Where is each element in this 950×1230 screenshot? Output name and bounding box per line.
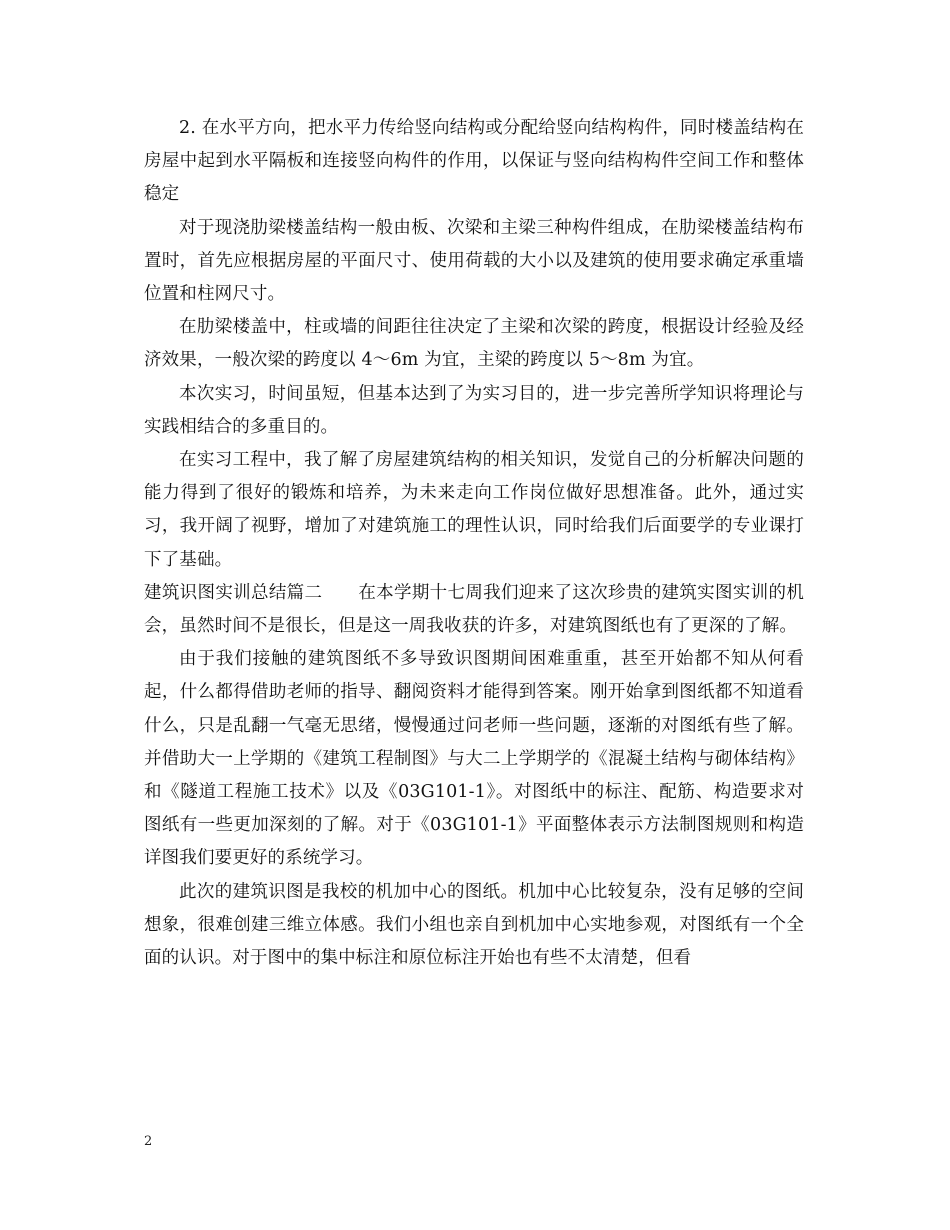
section-two-opening xyxy=(144,577,804,643)
section-heading: 建筑识图实训总结篇二 xyxy=(144,582,323,603)
paragraph-internship-summary: 本次实习，时间虽短，但基本达到了为实习目的，进一步完善所学知识将理论与实践相结合的多重目的。 xyxy=(144,383,804,437)
paragraph-drawing-difficulties: 由于我们接触的建筑图纸不多导致识图期间困难重重，甚至开始都不知从何看起，什么都得借助老师的指导、翻阅资料才能得到答案。刚开始拿到图纸都不知道看什么，只是乱翻一气毫无思绪，慢慢通过问老师一些问题，逐渐的对图纸有些了解。并借助大一上学期的《建筑工程制图》与大二上学期学的《混凝土结构与砌体结构》和《隧道工程施工技术》以及《03G101-1》。对图纸中的标注、配筋、构造要求对图纸有一些更加深刻的了解。对于《03G101-1》平面整体表示方法制图规则和构造详图我们要更好的系统学习。 xyxy=(144,649,804,869)
document-body xyxy=(144,112,804,975)
paragraph-beam-span: 在肋梁楼盖中，柱或墙的间距往往决定了主梁和次梁的跨度，根据设计经验及经济效果，一般次梁的跨度以 4～6m 为宜，主梁的跨度以 5～8m 为宜。 xyxy=(144,317,804,371)
paragraph-ribbed-floor-composition: 对于现浇肋梁楼盖结构一般由板、次梁和主梁三种构件组成，在肋梁楼盖结构布置时，首先应根据房屋的平面尺寸、使用荷载的大小以及建筑的使用要求确定承重墙位置和柱网尺寸。 xyxy=(144,217,804,305)
section-first-paragraph: 在本学期十七周我们迎来了这次珍贵的建筑实图实训的机会，虽然时间不是很长，但是这一周我收获的许多，对建筑图纸也有了更深的了解。 xyxy=(144,582,805,637)
page-number: 2 xyxy=(144,1134,153,1149)
paragraph-floor-structure-function: 2. 在水平方向，把水平力传给竖向结构或分配给竖向结构构件，同时楼盖结构在房屋中起到水平隔板和连接竖向构件的作用，以保证与竖向结构构件空间工作和整体稳定 xyxy=(144,118,804,205)
paragraph-machining-center-drawings: 此次的建筑识图是我校的机加中心的图纸。机加中心比较复杂，没有足够的空间想象，很难创建三维立体感。我们小组也亲自到机加中心实地参观，对图纸有一个全面的认识。对于图中的集中标注和原位标注开始也有些不太清楚，但看 xyxy=(144,881,804,969)
paragraph-internship-gains: 在实习工程中，我了解了房屋建筑结构的相关知识，发觉自己的分析解决问题的能力得到了很好的锻炼和培养，为未来走向工作岗位做好思想准备。此外，通过实习，我开阔了视野，增加了对建筑施工的理性认识，同时给我们后面要学的专业课打下了基础。 xyxy=(144,450,804,570)
